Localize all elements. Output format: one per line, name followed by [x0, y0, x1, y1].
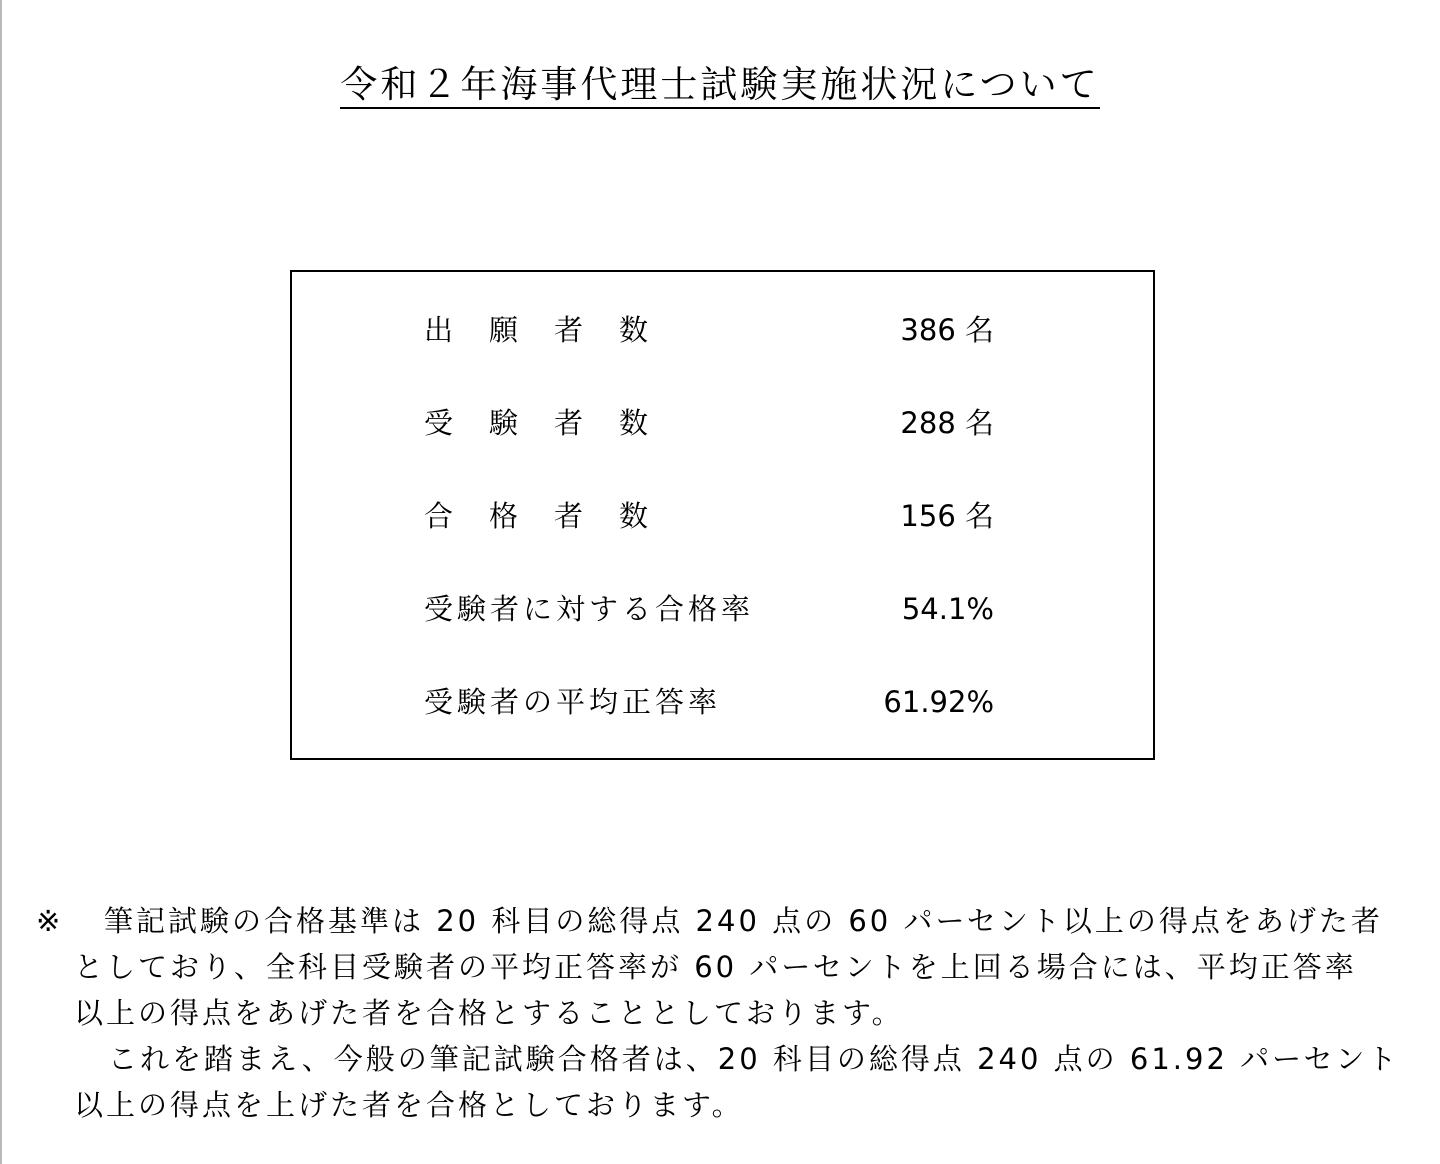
footnote-line: これを踏まえ、今般の筆記試験合格者は、20 科目の総得点 240 点の 61.92 パーセント [108, 1042, 1400, 1076]
stat-row-pass-rate [292, 589, 1153, 629]
stats-box [290, 270, 1155, 760]
stat-value-pass-rate: 54.1% [901, 592, 994, 626]
stat-label-passers: 合格者数 [424, 499, 685, 533]
footnote-paragraph-1 [36, 898, 1416, 1036]
footnote-text: 筆記試験の合格基準は 20 科目の総得点 240 点の 60 パーセント以上の得点をあげた者 [104, 904, 1383, 938]
footnote-line: 以上の得点を上げた者を合格としております。 [74, 1088, 744, 1122]
stat-row-passers [292, 496, 1153, 536]
reference-mark: ※ [36, 904, 64, 938]
page-title-text: 令和２年海事代理士試験実施状況について [340, 63, 1099, 109]
stat-row-average-score [292, 682, 1153, 722]
stat-value-applicants: 386 名 [900, 313, 994, 347]
page-title [0, 60, 1440, 110]
stat-value-average-score: 61.92% [883, 685, 994, 719]
page-edge-rule [0, 0, 2, 1164]
stat-label-pass-rate: 受験者に対する合格率 [424, 592, 755, 626]
stat-label-applicants: 出願者数 [424, 313, 685, 347]
stat-row-examinees [292, 403, 1153, 443]
footnote-line: 以上の得点をあげた者を合格とすることとしております。 [74, 996, 904, 1030]
stat-value-passers: 156 名 [900, 499, 994, 533]
footnote [36, 898, 1416, 1128]
stat-label-examinees: 受験者数 [424, 406, 685, 440]
stat-row-applicants [292, 310, 1153, 350]
stat-value-examinees: 288 名 [900, 406, 994, 440]
footnote-line [36, 904, 1383, 938]
footnote-paragraph-2 [36, 1036, 1416, 1128]
footnote-line: としており、全科目受験者の平均正答率が 60 パーセントを上回る場合には、平均正答率 [74, 950, 1357, 984]
stat-label-average-score: 受験者の平均正答率 [424, 685, 722, 719]
